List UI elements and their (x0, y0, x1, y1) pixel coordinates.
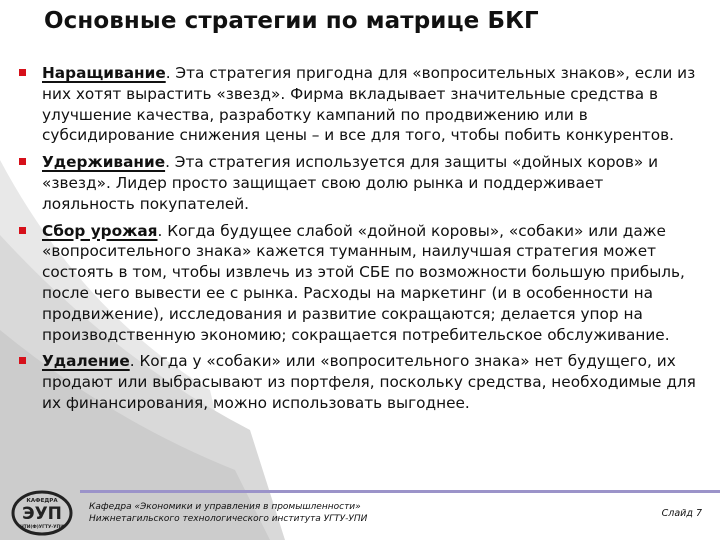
bullet-marker (19, 227, 26, 234)
footer-divider (80, 490, 720, 493)
bullet-term: Удаление (42, 352, 130, 371)
bullet-term: Сбор урожая (42, 221, 158, 240)
slide-number: Слайд 7 (661, 508, 702, 519)
bullet-text: . Эта стратегия используется для защиты «дойных коров» и «звезд». Лидер просто защищает свою долю рынка и поддерживает лояльность покупателей. (42, 153, 659, 213)
bullet-item-harvest (18, 221, 698, 346)
footer-line-1: Кафедра «Экономики и управления в промышленности» (89, 502, 361, 512)
bullet-text: . Эта стратегия пригодна для «вопросительных знаков», если из них хотят вырастить «звезд». Фирма вкладывает значительные средства в улучшение качества, разработку кампаний по продвижению или в субсидирование снижения цены – и все для того, чтобы побить конкурентов. (42, 64, 696, 145)
page-title: Основные стратегии по матрице БКГ (44, 8, 539, 34)
logo-main-text: ЭУП (22, 504, 62, 524)
bullet-list (18, 63, 698, 420)
bullet-term: Удерживание (42, 153, 166, 172)
bullet-text: . Когда будущее слабой «дойной коровы», «собаки» или даже «вопросительного знака» кажется туманным, наилучшая стратегия может состоять в том, чтобы извлечь из этой СБЕ по возможности большую прибыль, после чего вывести ее с рынка. Расходы на маркетинг (и в особенности на продвижение), исследования и развитие сокращаются; делается упор на производственную экономию; сокращается потребительское обслуживание. (42, 221, 685, 344)
bullet-item-growth (18, 63, 698, 146)
footer-line-2: Нижнетагильского технологического института УГТУ-УПИ (89, 514, 368, 524)
bullet-text: . Когда у «собаки» или «вопросительного знака» нет будущего, их продают или выбрасывают из портфеля, поскольку средства, необходимые для их финансирования, можно использовать выгоднее. (42, 352, 696, 412)
logo-bottom-text: НТИ(Ф)УГТУ-УПИ (20, 525, 64, 530)
footer-text (89, 501, 367, 525)
bullet-item-hold (18, 152, 698, 214)
bullet-term: Наращивание (42, 64, 166, 82)
department-logo (10, 489, 74, 537)
logo-top-text: КАФЕДРА (26, 498, 58, 504)
bullet-marker (19, 357, 26, 364)
bullet-marker (19, 158, 26, 165)
bullet-marker (19, 69, 26, 76)
bullet-item-divest (18, 351, 698, 413)
